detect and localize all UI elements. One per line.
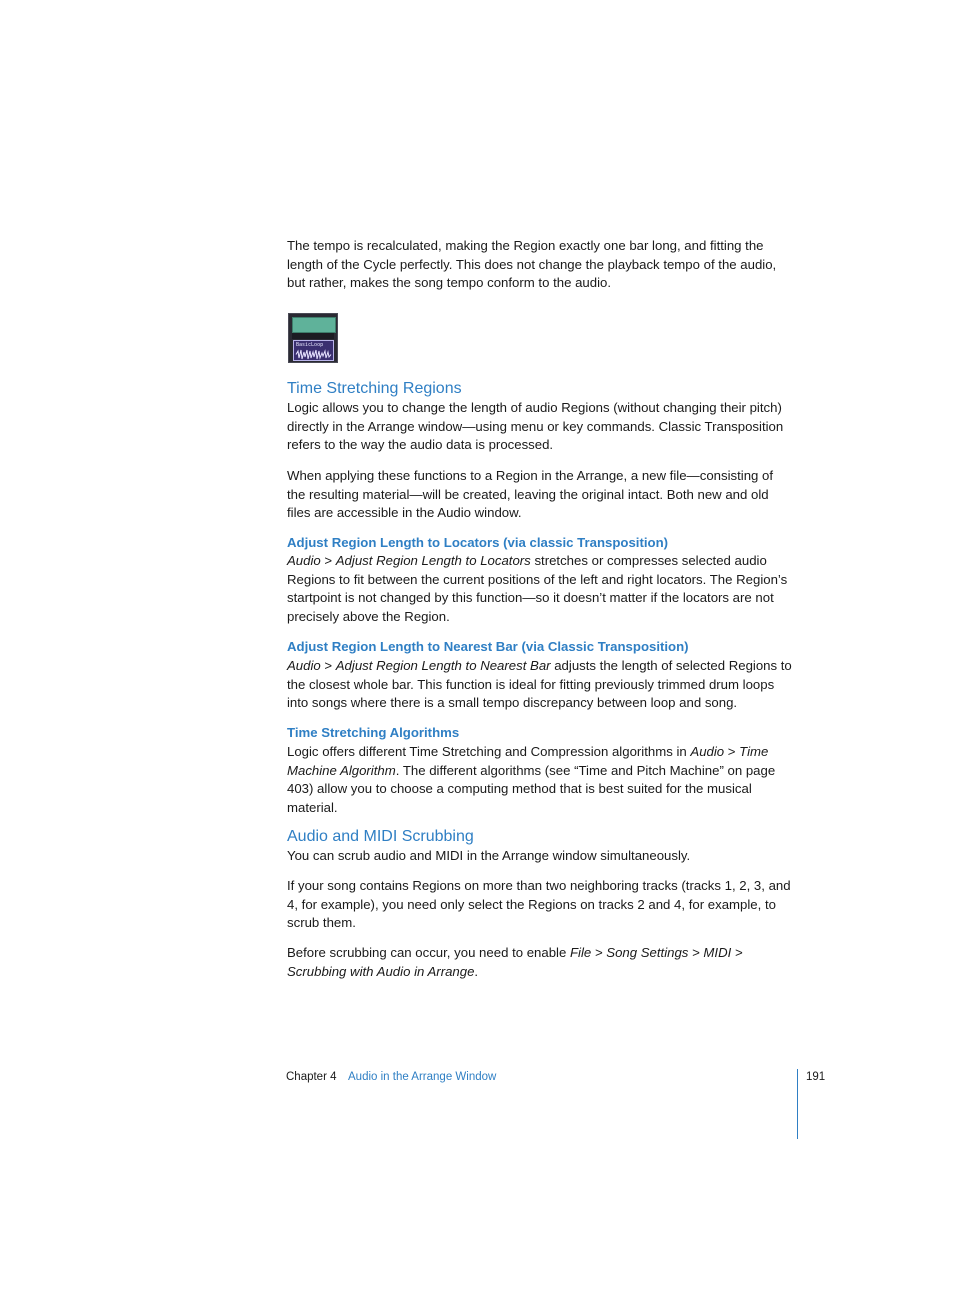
- scrubbing-paragraph-1: You can scrub audio and MIDI in the Arrange window simultaneously.: [287, 848, 691, 863]
- scrubbing-paragraph-2: If your song contains Regions on more than two neighboring tracks (tracks 1, 2, 3, and 4, for example), you need only select the Regions on tracks 2 and 4, for example, to scrub them.: [287, 878, 791, 931]
- heading-adjust-to-nearest-bar: Adjust Region Length to Nearest Bar (via Classic Transposition): [287, 639, 689, 654]
- heading-adjust-to-locators: Adjust Region Length to Locators (via classic Transposition): [287, 535, 669, 550]
- heading-audio-midi-scrubbing: Audio and MIDI Scrubbing: [287, 828, 474, 845]
- menu-time-machine-algorithm: Time Machine Algorithm: [287, 744, 769, 778]
- menu-adjust-to-nearest-bar: Adjust Region Length to Nearest Bar: [335, 658, 551, 673]
- intro-paragraph: The tempo is recalculated, making the Region exactly one bar long, and fitting the length of the Cycle perfectly. This does not change the playback tempo of the audio, but rather, makes the song tempo conform to the audio.: [287, 238, 777, 291]
- menu-adjust-to-locators: Adjust Region Length to Locators: [335, 553, 531, 568]
- menu-separator: >: [320, 553, 336, 568]
- footer-divider: [797, 1069, 798, 1139]
- heading-time-stretching-regions: Time Stretching Regions: [287, 380, 462, 397]
- waveform-icon: [295, 349, 333, 360]
- heading-time-stretching-algorithms: Time Stretching Algorithms: [287, 725, 460, 740]
- scrubbing-paragraph-3: [287, 944, 793, 981]
- scrubbing-text-post: .: [474, 963, 479, 979]
- scrubbing-text-pre: Before scrubbing can occur, you need to enable: [287, 945, 570, 960]
- algorithms-text-pre: Logic offers different Time Stretching and Compression algorithms in: [287, 744, 691, 759]
- algorithms-text: . The different algorithms (see “Time and Pitch Machine” on page 403) allow you to choose a computing method that is best suited for the musical material.: [287, 762, 776, 815]
- adjust-to-nearest-bar-text: adjusts the length of selected Regions to the closest whole bar. This function is ideal for fitting previously trimmed drum loops into songs where there is a small tempo discrepancy between loop and song.: [287, 658, 792, 711]
- time-stretching-paragraph-1: Logic allows you to change the length of audio Regions (without changing their pitch) directly in the Arrange window—using menu or key commands. Classic Transposition refers to the way the audio data is processed.: [287, 400, 784, 453]
- menu-audio: Audio: [287, 553, 321, 568]
- region-screenshot: [288, 313, 338, 363]
- footer-chapter: Chapter 4: [286, 1071, 337, 1083]
- ruler-strip: [292, 333, 334, 339]
- adjust-to-locators-text: stretches or compresses selected audio Regions to fit between the current positions of the left and right locators. The Region’s startpoint is not changed by this function—so it doesn’t matter if the locators are not precisely above the Region.: [287, 553, 788, 624]
- adjust-to-nearest-bar-paragraph: [287, 657, 793, 713]
- menu-audio: Audio: [287, 658, 321, 673]
- region-label: BasicLoop: [296, 342, 324, 348]
- menu-audio: Audio: [690, 744, 725, 759]
- cycle-bar: [292, 317, 336, 333]
- time-stretching-paragraph-2: When applying these functions to a Region in the Arrange, a new file—consisting of the resulting material—will be created, leaving the original intact. Both new and old files are accessible in the Audio window.: [287, 468, 774, 521]
- footer-chapter-title: Audio in the Arrange Window: [348, 1071, 497, 1083]
- audio-region: [293, 340, 334, 361]
- adjust-to-locators-paragraph: [287, 552, 793, 626]
- menu-scrubbing-path: File > Song Settings > MIDI > Scrubbing with Audio in Arrange: [287, 945, 743, 979]
- menu-separator: >: [724, 744, 740, 759]
- page-number: 191: [806, 1071, 826, 1083]
- menu-separator: >: [320, 658, 336, 673]
- time-stretching-algorithms-paragraph: [287, 743, 793, 817]
